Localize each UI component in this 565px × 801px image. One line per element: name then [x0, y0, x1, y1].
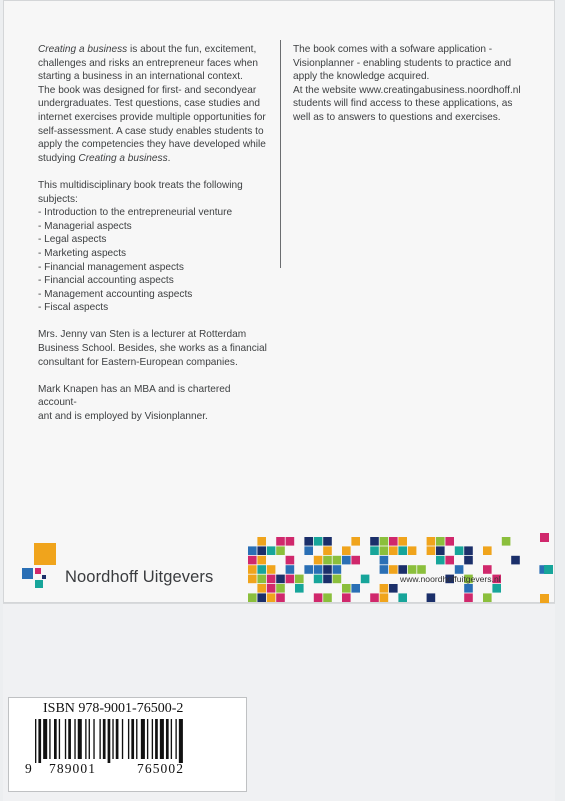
isbn-text: ISBN 978-9001-76500-2	[43, 701, 184, 716]
barcode-bar	[160, 719, 164, 759]
barcode-bar	[65, 719, 66, 759]
barcode-bar	[171, 719, 172, 759]
mosaic-tile	[323, 556, 332, 565]
mosaic-tile	[380, 537, 389, 546]
color-mosaic	[248, 533, 553, 603]
mosaic-tile	[380, 584, 389, 593]
barcode-bar	[128, 719, 129, 759]
barcode-bar	[179, 719, 183, 763]
subjects-list	[38, 206, 270, 315]
mosaic-tile	[314, 565, 323, 574]
right-line: well as to answers to questions and exercises.	[293, 111, 501, 123]
barcode-bar	[89, 719, 90, 759]
mosaic-tile	[380, 565, 389, 574]
barcode-digits-group2: 765002	[137, 761, 185, 776]
barcode-bar	[59, 719, 60, 759]
author1-line: Business School. Besides, she works as a financial	[38, 343, 267, 355]
mosaic-tile	[502, 537, 511, 546]
mosaic-tile	[295, 584, 304, 593]
mosaic-tile	[276, 546, 285, 555]
mosaic-tile	[323, 546, 332, 555]
book-title-italic: Creating a business	[38, 44, 128, 55]
publisher-name: Noordhoff Uitgevers	[65, 568, 214, 586]
mosaic-tile	[455, 565, 464, 574]
mosaic-tile	[257, 556, 266, 565]
mosaic-tile	[286, 556, 295, 565]
barcode-digit-lead: 9	[25, 761, 32, 776]
barcode-digits-group1: 789001	[49, 761, 97, 776]
barcode-bar	[131, 719, 134, 759]
mosaic-tile	[483, 565, 492, 574]
right-text-column	[293, 43, 525, 125]
mosaic-tile	[370, 546, 379, 555]
barcode-bar	[103, 719, 106, 759]
mosaic-tile	[464, 584, 473, 593]
list-item: - Managerial aspects	[38, 220, 132, 232]
barcode-bar	[93, 719, 94, 759]
mosaic-tile	[455, 546, 464, 555]
list-item: - Introduction to the entrepreneurial venture	[38, 207, 233, 219]
mosaic-tile	[351, 584, 360, 593]
mosaic-tile	[408, 546, 417, 555]
mosaic-tile	[286, 537, 295, 546]
paragraph-gap	[38, 165, 270, 179]
mosaic-tile	[427, 593, 436, 602]
barcode-bar	[68, 719, 71, 759]
mosaic-tile	[417, 565, 426, 574]
list-item: - Marketing aspects	[38, 247, 127, 259]
mosaic-tile	[361, 575, 370, 584]
mosaic-tile	[398, 537, 407, 546]
mosaic-tile	[276, 575, 285, 584]
mosaic-tile	[389, 565, 398, 574]
mosaic-tile	[314, 593, 323, 602]
mosaic-tile	[314, 537, 323, 546]
mosaic-tile	[370, 593, 379, 602]
intro-line: apply the competencies they have developed while	[38, 139, 266, 151]
column-divider	[280, 40, 281, 268]
intro-line: internet exercises provide multiple opportunities for	[38, 111, 266, 123]
mosaic-tile	[257, 584, 266, 593]
barcode-bar	[122, 719, 123, 759]
mosaic-tile	[304, 537, 313, 546]
mosaic-tile	[427, 546, 436, 555]
barcode-bar	[108, 719, 111, 763]
intro-line: studying Creating a business.	[38, 152, 171, 164]
mosaic-tile	[398, 546, 407, 555]
mosaic-tile	[464, 593, 473, 602]
intro-line: undergraduates. Test questions, case studies and	[38, 98, 261, 110]
mosaic-tile	[333, 556, 342, 565]
mosaic-tile	[248, 556, 257, 565]
barcode-bar	[136, 719, 137, 759]
mosaic-graphic	[248, 533, 553, 603]
intro-line: starting a business in an international context.	[38, 71, 243, 83]
mosaic-tile	[323, 537, 332, 546]
mosaic-tile	[333, 575, 342, 584]
mosaic-tile	[286, 575, 295, 584]
intro-line: challenges and risks an entrepreneur faces when	[38, 57, 258, 69]
mosaic-tile	[323, 565, 332, 574]
mosaic-tile	[314, 556, 323, 565]
barcode-graphic	[35, 719, 235, 763]
publisher-logo	[18, 543, 248, 595]
mosaic-tile	[248, 546, 257, 555]
mosaic-tile	[323, 593, 332, 602]
mosaic-tile	[257, 546, 266, 555]
subjects-intro-line: This multidisciplinary book treats the following	[38, 179, 243, 191]
barcode-bar	[152, 719, 153, 759]
mosaic-tile	[408, 565, 417, 574]
mosaic-tile	[276, 584, 285, 593]
mosaic-tile	[267, 546, 276, 555]
barcode-bar	[141, 719, 145, 759]
mosaic-tile	[333, 565, 342, 574]
mosaic-tile	[380, 593, 389, 602]
subjects-intro-line: subjects:	[38, 193, 78, 205]
mosaic-tile	[267, 565, 276, 574]
barcode-bar	[99, 719, 100, 759]
list-item: - Fiscal aspects	[38, 302, 109, 314]
author1-line: Mrs. Jenny van Sten is a lecturer at Rotterdam	[38, 329, 247, 341]
mosaic-tile	[483, 546, 492, 555]
barcode-bar	[155, 719, 158, 759]
barcode-bar	[116, 719, 119, 759]
intro-line: Creating a business is about the fun, excitement,	[38, 44, 257, 55]
barcode-bar	[85, 719, 86, 759]
mosaic-tile	[389, 546, 398, 555]
right-line: apply the knowledge acquired.	[293, 71, 430, 83]
mosaic-tile	[511, 556, 520, 565]
mosaic-tile	[248, 565, 257, 574]
mosaic-tile	[389, 584, 398, 593]
barcode-bar	[54, 719, 57, 759]
barcode-bar	[78, 719, 82, 759]
mosaic-tile	[257, 575, 266, 584]
barcode-bar	[43, 719, 47, 759]
right-line: Visionplanner - enabling students to practice and	[293, 57, 512, 69]
mosaic-tile	[276, 593, 285, 602]
mosaic-tile	[342, 556, 351, 565]
mosaic-tile	[323, 575, 332, 584]
mosaic-tile	[351, 556, 360, 565]
mosaic-tile	[342, 584, 351, 593]
left-text-column	[38, 43, 270, 424]
paragraph-gap	[38, 369, 270, 383]
noordhoff-logo-icon	[18, 543, 62, 593]
mosaic-tile	[257, 593, 266, 602]
mosaic-tile	[436, 537, 445, 546]
list-item: - Legal aspects	[38, 234, 107, 246]
mosaic-tile	[398, 565, 407, 574]
mosaic-tile	[342, 546, 351, 555]
mosaic-tile	[427, 537, 436, 546]
mosaic-tile	[342, 593, 351, 602]
mosaic-tile	[286, 565, 295, 574]
mosaic-tile	[483, 593, 492, 602]
mosaic-tile	[276, 537, 285, 546]
mosaic-tile	[314, 575, 323, 584]
right-line: At the website www.creatingabusiness.noordhoff.nl	[293, 84, 521, 96]
mosaic-edge-squares	[540, 530, 556, 610]
right-line: The book comes with a sofware application -	[293, 44, 493, 55]
mosaic-tile	[267, 575, 276, 584]
publisher-url: www.noordhoffuitgevers.nl	[400, 574, 501, 584]
barcode-bar	[166, 719, 169, 759]
mosaic-tile	[248, 593, 257, 602]
mosaic-tile	[492, 584, 501, 593]
mosaic-tile	[370, 537, 379, 546]
mosaic-tile	[464, 556, 473, 565]
author1-line: consultant for Eastern-European companies.	[38, 356, 238, 368]
list-item: - Financial management aspects	[38, 261, 184, 273]
barcode-bar	[112, 719, 113, 759]
mosaic-tile	[389, 537, 398, 546]
mosaic-tile	[398, 593, 407, 602]
mosaic-tile	[436, 556, 445, 565]
mosaic-tile	[257, 537, 266, 546]
mosaic-tile	[380, 556, 389, 565]
author2-line: Mark Knapen has an MBA and is chartered account-	[38, 383, 231, 409]
barcode-bar	[38, 719, 41, 763]
barcode-bar	[175, 719, 176, 759]
mosaic-tile	[304, 565, 313, 574]
mosaic-tile	[257, 565, 266, 574]
intro-line: The book was designed for first- and secondyear	[38, 84, 257, 96]
mosaic-tile	[267, 593, 276, 602]
author2-line: ant and is employed by Visionplanner.	[38, 411, 208, 423]
isbn-barcode-label	[8, 697, 247, 792]
barcode-bar	[49, 719, 50, 759]
paragraph-gap	[38, 315, 270, 329]
mosaic-tile	[248, 575, 257, 584]
mosaic-tile	[464, 546, 473, 555]
right-line: students will find access to these applications, as	[293, 98, 513, 110]
barcode-bar	[35, 719, 36, 763]
list-item: - Management accounting aspects	[38, 288, 193, 300]
mosaic-tile	[380, 546, 389, 555]
mosaic-tile	[445, 537, 454, 546]
barcode-bar	[74, 719, 75, 759]
mosaic-tile	[445, 556, 454, 565]
list-item: - Financial accounting aspects	[38, 275, 174, 287]
mosaic-tile	[351, 537, 360, 546]
barcode-bar	[147, 719, 148, 759]
mosaic-tile	[436, 546, 445, 555]
mosaic-tile	[267, 584, 276, 593]
mosaic-tile	[304, 546, 313, 555]
mosaic-tile	[295, 575, 304, 584]
intro-line: self-assessment. A case study enables students to	[38, 125, 264, 137]
